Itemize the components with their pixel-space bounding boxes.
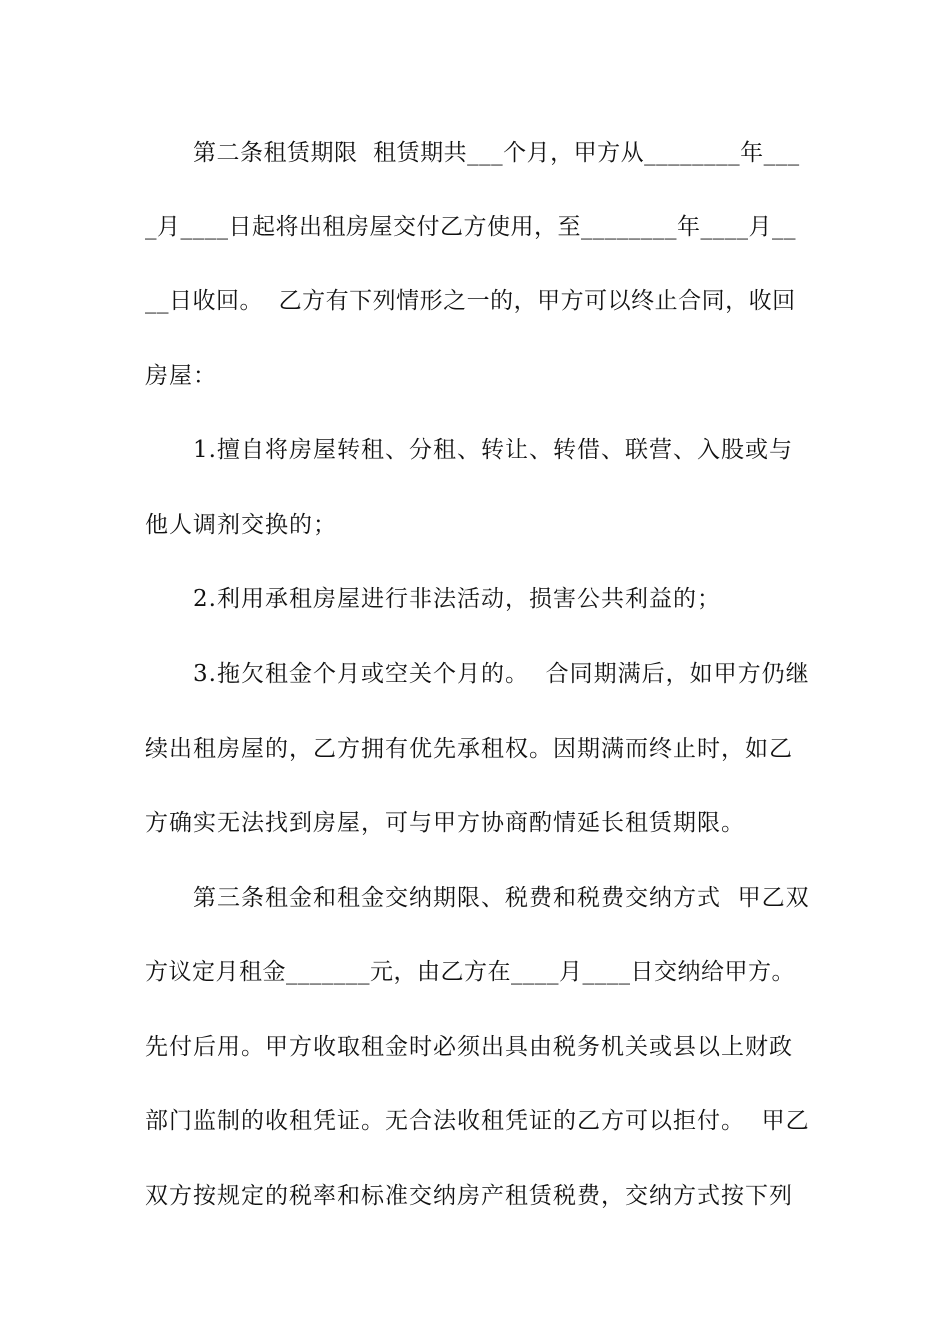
text-line: 第二条租赁期限 租赁期共___个月，甲方从________年___ <box>193 140 800 166</box>
text-line: 1.擅自将房屋转租、分租、转让、转借、联营、入股或与 <box>193 437 793 463</box>
text-line: 先付后用。甲方收取租金时必须出具由税务机关或县以上财政 <box>145 1034 793 1060</box>
text-line: 3.拖欠租金个月或空关个月的。 合同期满后，如甲方仍继 <box>193 661 810 687</box>
text-line: _月____日起将出租房屋交付乙方使用，至________年____月__ <box>145 214 796 240</box>
text-line: 部门监制的收租凭证。无合法收租凭证的乙方可以拒付。 甲乙 <box>145 1108 810 1134</box>
text-line: 第三条租金和租金交纳期限、税费和税费交纳方式 甲乙双 <box>193 885 810 911</box>
text-line: 双方按规定的税率和标准交纳房产租赁税费，交纳方式按下列 <box>145 1183 793 1209</box>
text-line: __日收回。 乙方有下列情形之一的，甲方可以终止合同，收回 <box>145 288 796 314</box>
text-line: 房屋： <box>145 363 217 389</box>
text-line: 他人调剂交换的； <box>145 512 337 538</box>
text-line: 方议定月租金_______元，由乙方在____月____日交纳给甲方。 <box>145 959 795 985</box>
text-line: 2.利用承租房屋进行非法活动，损害公共利益的； <box>193 586 721 612</box>
text-line: 续出租房屋的，乙方拥有优先承租权。因期满而终止时，如乙 <box>145 736 793 762</box>
text-line: 方确实无法找到房屋，可与甲方协商酌情延长租赁期限。 <box>145 810 745 836</box>
